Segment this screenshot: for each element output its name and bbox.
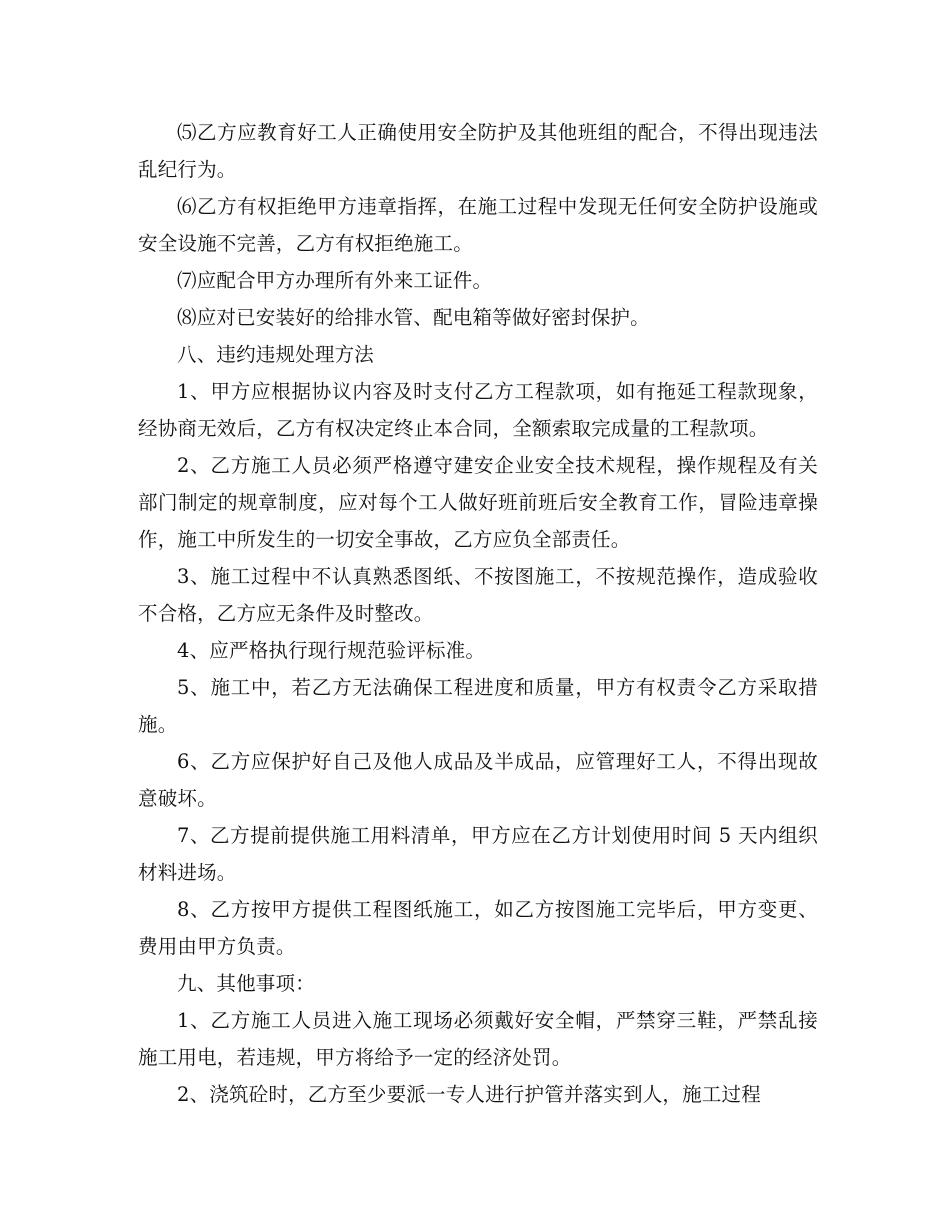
clause-7-worker-permits: ⑺应配合甲方办理所有外来工证件。 xyxy=(177,269,493,292)
clause-8-seal-protection: ⑻应对已安装好的给排水管、配电箱等做好密封保护。 xyxy=(177,306,650,329)
breach-item-7: 7、乙方提前提供施工用料清单，甲方应在乙方计划使用时间 5 天内组织材料进场。 xyxy=(138,824,818,884)
document-body xyxy=(138,114,818,1113)
other-item-2: 2、浇筑砼时，乙方至少要派一专人进行护管并落实到人，施工过程 xyxy=(177,1083,761,1106)
clause-6-refuse-illegal-command: ⑹乙方有权拒绝甲方违章指挥，在施工过程中发现无任何安全防护设施或安全设施不完善，乙方有权拒绝施工。 xyxy=(138,195,818,255)
breach-item-2: 2、乙方施工人员必须严格遵守建安企业安全技术规程，操作规程及有关部门制定的规章制度，应对每个工人做好班前班后安全教育工作，冒险违章操作，施工中所发生的一切安全事故，乙方应负全部责任。 xyxy=(138,454,818,551)
other-item-1: 1、乙方施工人员进入施工现场必须戴好安全帽，严禁穿三鞋，严禁乱接施工用电，若违规，甲方将给予一定的经济处罚。 xyxy=(138,1009,818,1069)
breach-item-4: 4、应严格执行现行规范验评标准。 xyxy=(177,639,486,662)
breach-item-8: 8、乙方按甲方提供工程图纸施工，如乙方按图施工完毕后，甲方变更、费用由甲方负责。 xyxy=(138,898,818,958)
breach-item-6: 6、乙方应保护好自己及他人成品及半成品，应管理好工人，不得出现故意破坏。 xyxy=(138,750,818,810)
section-heading-breach-handling: 八、违约违规处理方法 xyxy=(177,343,375,366)
clause-5-worker-education: ⑸乙方应教育好工人正确使用安全防护及其他班组的配合，不得出现违法乱纪行为。 xyxy=(138,121,818,181)
breach-item-3: 3、施工过程中不认真熟悉图纸、不按图施工，不按规范操作，造成验收不合格，乙方应无条件及时整改。 xyxy=(138,565,818,625)
section-heading-other-matters: 九、其他事项： xyxy=(177,972,315,995)
breach-item-5: 5、施工中，若乙方无法确保工程进度和质量，甲方有权责令乙方采取措施。 xyxy=(138,676,818,736)
breach-item-1: 1、甲方应根据协议内容及时支付乙方工程款项，如有拖延工程款现象，经协商无效后，乙方有权决定终止本合同，全额索取完成量的工程款项。 xyxy=(138,380,818,440)
